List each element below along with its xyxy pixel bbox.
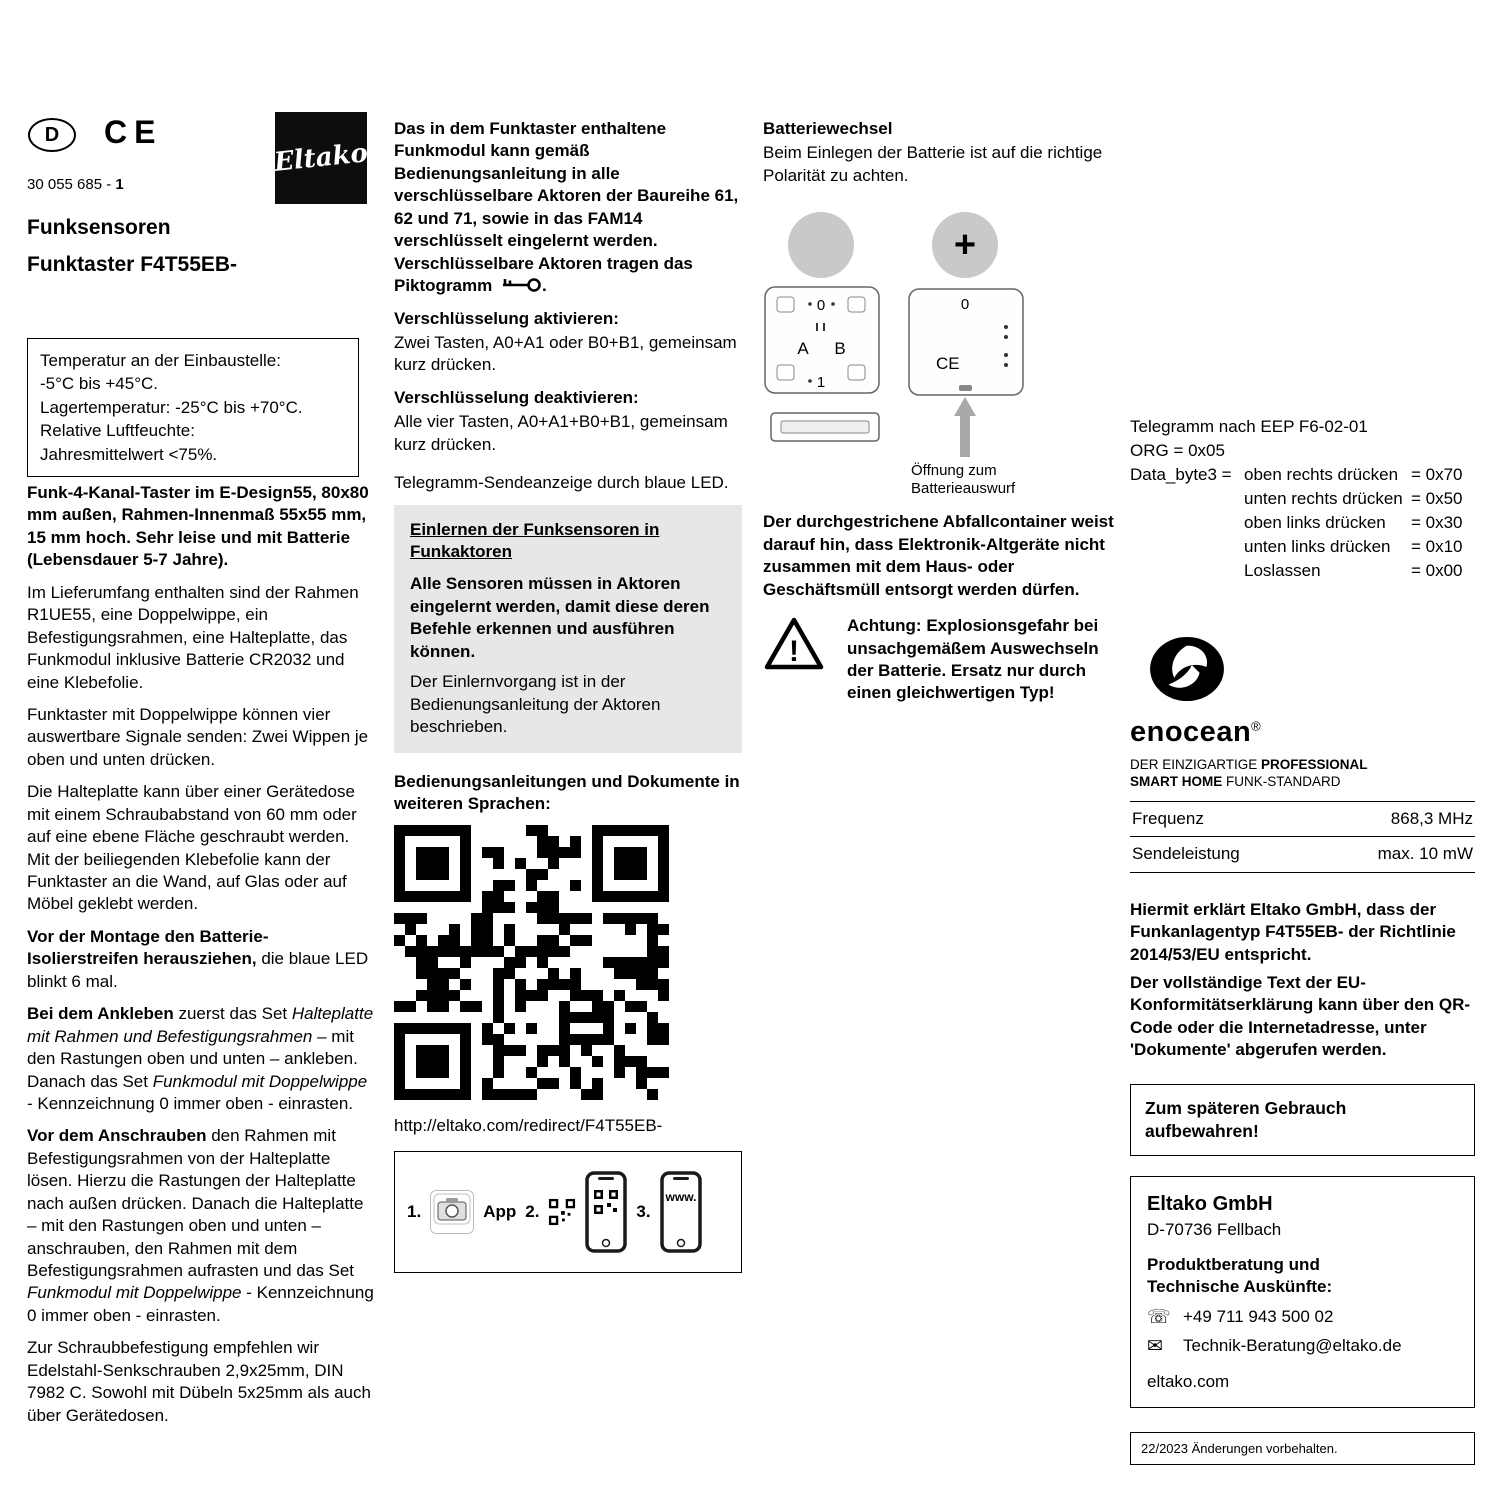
screwing-paragraph: Vor dem Anschrauben den Rahmen mit Befestigungsrahmen von der Halteplatte lösen. Hierzu die Rastungen der Halteplatte nach außen drücken. Danach die Halteplatte – mit den Rastungen oben und unten – anschrauben, den Rahmen mit dem Befestigungsrahmen aufrasten und das Set Funkmodul mit Doppelwippe - Kennzeichnung 0 immer oben - einrasten. xyxy=(27,1126,374,1325)
mini-qr-icon xyxy=(548,1198,576,1226)
encryption-activate-text: Zwei Tasten, A0+A1 oder B0+B1, gemeinsam kurz drücken. xyxy=(394,332,737,375)
battery-coin-top xyxy=(788,212,854,278)
docs-languages-heading: Bedienungsanleitungen und Dokumente in weiteren Sprachen: xyxy=(394,771,740,813)
contact-box xyxy=(1130,1176,1475,1408)
document-number: 30 055 685 - 1 xyxy=(27,176,124,193)
step3-number: 3. xyxy=(636,1202,651,1222)
teach-in-heading: Einlernen der Funksensoren in Funkaktoren xyxy=(410,519,660,561)
module-label-0: 0 xyxy=(816,297,826,315)
phone-number: +49 711 943 500 02 xyxy=(1183,1306,1334,1326)
telegram-row: Loslassen = 0x00 xyxy=(1244,561,1463,580)
warning-block xyxy=(763,615,1115,705)
telegram-org-line: ORG = 0x05 xyxy=(1130,441,1225,460)
email-address[interactable]: Technik-Beratung@eltako.de xyxy=(1183,1336,1402,1356)
qr-code xyxy=(394,825,742,1106)
telegram-row: unten rechts drücken = 0x50 xyxy=(1244,489,1463,508)
column-battery xyxy=(763,118,1115,705)
ejection-slot xyxy=(959,385,972,391)
scope-of-delivery: Im Lieferumfang enthalten sind der Rahmen R1UE55, eine Doppelwippe, ein Befestigungsrahmen, eine Halteplatte, das Funkmodul inklusive Batterie CR2032 und eine Klebefolie. xyxy=(27,582,359,692)
phone-icon: ☏ xyxy=(1147,1306,1171,1328)
module-ce-mark: CE xyxy=(936,354,960,374)
column-specs-contact xyxy=(1130,415,1475,1465)
country-d-mark xyxy=(28,118,76,152)
module-label-b: B xyxy=(834,339,846,359)
warning-triangle-icon xyxy=(763,615,825,673)
encryption-intro: Das in dem Funktaster enthaltene Funkmodul kann gemäß Bedienungsanleitung in alle verschlüsselbare Aktoren der Baureihe 61, 62 und 71, sowie in das FAM14 verschlüsselt eingelernt werden. Verschlüsselbare Aktoren tragen das Piktogramm . xyxy=(394,119,739,296)
email-row xyxy=(1147,1334,1458,1359)
encryption-deactivate-heading: Verschlüsselung deaktivieren: xyxy=(394,387,639,407)
conditions-line: Lagertemperatur: -25°C bis +70°C. xyxy=(40,397,303,417)
enocean-block xyxy=(1130,635,1475,791)
teach-in-box xyxy=(394,505,742,753)
battery-change-diagram xyxy=(763,197,1133,497)
conditions-line: Jahresmittelwert <75%. xyxy=(40,444,218,464)
telegram-row: Data_byte3 = oben rechts drücken = 0x70 xyxy=(1130,463,1475,487)
advice-heading-1: Produktberatung und xyxy=(1147,1254,1320,1274)
battery-change-heading: Batteriewechsel xyxy=(763,119,893,138)
spec-row-frequency: Frequenz 868,3 MHz xyxy=(1130,802,1475,837)
camera-app-icon xyxy=(430,1190,474,1234)
operating-conditions-box xyxy=(27,338,359,477)
column-encryption-docs xyxy=(394,118,742,1273)
telegram-eep-line: Telegramm nach EEP F6-02-01 xyxy=(1130,417,1368,436)
mounting-plate-paragraph: Die Halteplatte kann über einer Gerätedose mit einem Schraubabstand von 60 mm oder auf eine ebene Fläche geschraubt werden. Mit der beiliegenden Klebefolie kann der Funktaster an die Wand, auf Glas oder auf Möbel geklebt werden. xyxy=(27,782,357,914)
www-label: www. xyxy=(665,1190,697,1205)
conditions-line: Temperatur an der Einbaustelle: xyxy=(40,351,281,370)
enocean-logo-icon xyxy=(1148,635,1226,703)
conditions-line: Relative Luftfeuchte: xyxy=(40,421,195,441)
eltako-logo xyxy=(272,112,370,204)
battery-plus-label: + xyxy=(953,224,977,267)
module-label-a: A xyxy=(797,339,809,359)
company-name: Eltako GmbH xyxy=(1147,1192,1273,1215)
telegram-row: oben links drücken = 0x30 xyxy=(1244,513,1463,532)
key-pictogram-icon xyxy=(501,277,541,293)
teach-in-bold-text: Alle Sensoren müssen in Aktoren eingelernt werden, damit diese deren Befehle erkennen und ausführen können. xyxy=(410,574,710,661)
product-name-title: Funktaster F4T55EB- xyxy=(27,253,238,276)
email-icon: ✉ xyxy=(1147,1335,1163,1357)
column-product-description xyxy=(27,482,375,1437)
encryption-activate-heading: Verschlüsselung aktivieren: xyxy=(394,308,619,328)
telegram-block xyxy=(1130,415,1475,583)
step1-app-label: App xyxy=(483,1202,517,1222)
eject-label-line2: Batterieauswurf xyxy=(911,480,1016,498)
gluing-paragraph: Bei dem Ankleben zuerst das Set Halteplatte mit Rahmen und Befestigungsrahmen – mit den Rastungen oben und unten – ankleben. Danach das Set Funkmodul mit Doppelwippe - Kennzeichnung 0 immer oben - einrasten. xyxy=(27,1004,374,1113)
spec-row-power: Sendeleistung max. 10 mW xyxy=(1130,837,1475,872)
screw-recommendation-paragraph: Zur Schraubbefestigung empfehlen wir Edelstahl-Senkschrauben 2,9x25mm, DIN 7982 C. Sowohl mit Dübeln 5x25mm als auch über Gerätedosen. xyxy=(27,1338,371,1425)
redirect-url-link[interactable]: http://eltako.com/redirect/F4T55EB- xyxy=(394,1115,663,1135)
battery-polarity-text: Beim Einlegen der Batterie ist auf die richtige Polarität zu achten. xyxy=(763,143,1103,185)
website-link[interactable]: eltako.com xyxy=(1147,1371,1230,1391)
product-family-title: Funksensoren xyxy=(27,216,171,239)
spec-table xyxy=(1130,801,1475,873)
enocean-wordmark: enocean® xyxy=(1130,716,1262,749)
step1-number: 1. xyxy=(407,1202,422,1222)
weee-disposal-text: Der durchgestrichene Abfallcontainer weist darauf hin, dass Elektronik-Altgeräte nicht zusammen mit dem Haus- oder Geschäftsmüll entsorgt werden dürfen. xyxy=(763,512,1114,599)
eltako-logo-text: Eltako xyxy=(272,138,370,178)
conditions-line: -5°C bis +45°C. xyxy=(40,374,159,394)
eu-declaration-text: Hiermit erklärt Eltako GmbH, dass der Funkanlagentyp F4T55EB- der Richtlinie 2014/53/EU entspricht. xyxy=(1130,899,1456,964)
led-indicator-text: Telegramm-Sendeanzeige durch blaue LED. xyxy=(394,473,729,493)
revision-footer: 22/2023 Änderungen vorbehalten. xyxy=(1130,1432,1475,1465)
country-d-letter: D xyxy=(44,123,60,146)
advice-heading-2: Technische Auskünfte: xyxy=(1147,1277,1333,1297)
qr-code-graphic xyxy=(394,825,669,1100)
company-address: D-70736 Fellbach xyxy=(1147,1220,1282,1240)
signals-paragraph: Funktaster mit Doppelwippe können vier auswertbare Signale senden: Zwei Wippen je oben und unten drücken. xyxy=(27,704,369,769)
eu-declaration-fulltext: Der vollständige Text der EU-Konformitätserklärung kann über den QR-Code oder die Internetadresse, unter 'Dokumente' abgerufen werden. xyxy=(1130,972,1471,1060)
keep-for-later-box: Zum späteren Gebrauch aufbewahren! xyxy=(1130,1084,1475,1156)
encryption-deactivate-text: Alle vier Tasten, A0+A1+B0+B1, gemeinsam kurz drücken. xyxy=(394,412,728,454)
module-label-1: 1 xyxy=(816,374,826,392)
step2-number: 2. xyxy=(525,1202,540,1222)
teach-in-text: Der Einlernvorgang ist in der Bedienungsanleitung der Aktoren beschrieben. xyxy=(410,672,661,737)
phone-row xyxy=(1147,1305,1458,1330)
telegram-row: unten links drücken = 0x10 xyxy=(1244,537,1463,556)
app-scan-steps-box xyxy=(394,1151,742,1273)
battery-strip-paragraph: Vor der Montage den Batterie-Isolierstreifen herausziehen, die blaue LED blinkt 6 mal. xyxy=(27,926,369,991)
phone-scan-icon xyxy=(585,1171,627,1253)
module-back-label-0: 0 xyxy=(960,296,970,314)
phone-browser-icon xyxy=(660,1171,702,1253)
eject-label-line1: Öffnung zum xyxy=(911,462,997,480)
telegram-byte-label: Data_byte3 = xyxy=(1130,465,1232,484)
enocean-tagline: DER EINZIGARTIGE PROFESSIONAL SMART HOME FUNK-STANDARD xyxy=(1130,756,1368,790)
explosion-warning-text: Achtung: Explosionsgefahr bei unsachgemäßem Auswechseln der Batterie. Ersatz nur durch einen gleichwertigen Typ! xyxy=(847,616,1099,703)
eject-arrow-head xyxy=(954,397,976,416)
warning-exclamation: ! xyxy=(789,635,799,669)
product-summary: Funk-4-Kanal-Taster im E-Design55, 80x80 mm außen, Rahmen-Innenmaß 55x55 mm, 15 mm hoch. Sehr leise und mit Batterie (Lebensdauer 5-7 Jahre). xyxy=(27,483,369,570)
ce-mark-icon: CE xyxy=(104,114,163,150)
eject-arrow-shaft xyxy=(960,415,970,457)
